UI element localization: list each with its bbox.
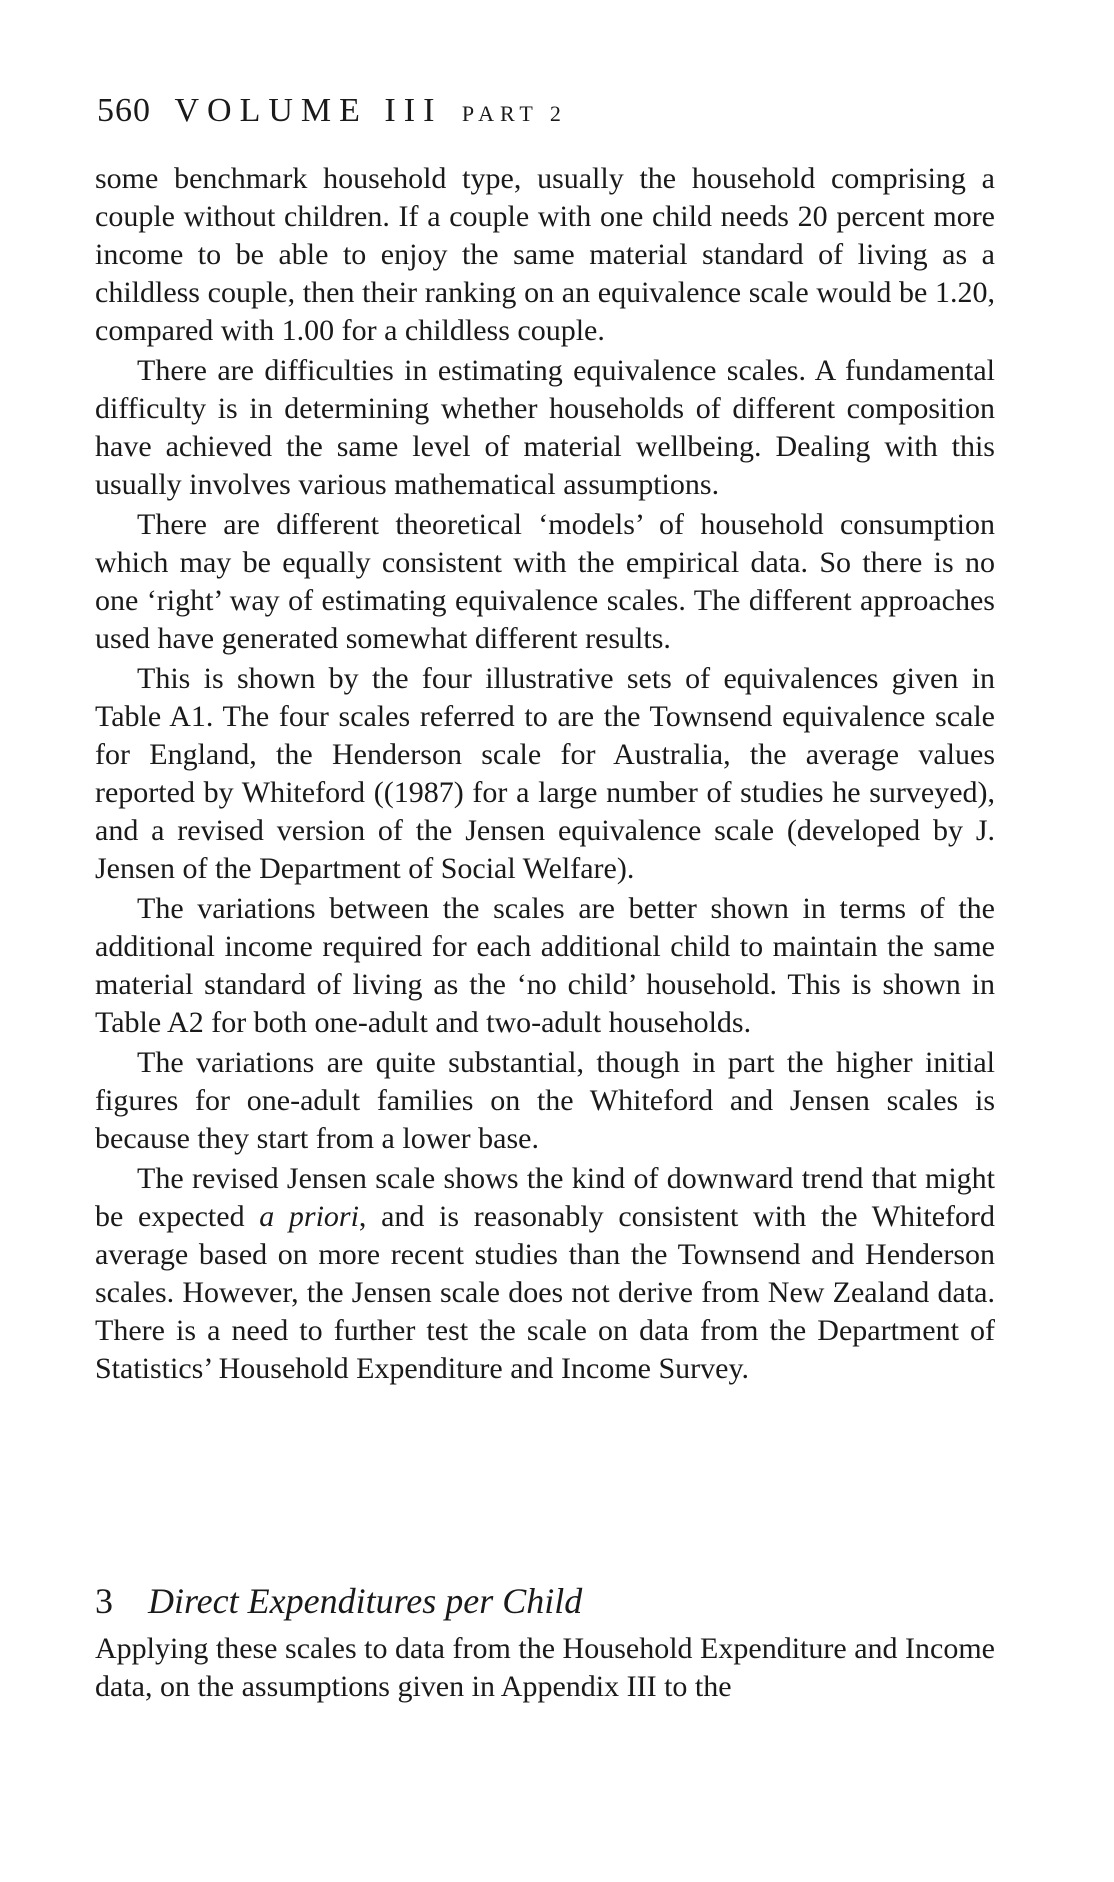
page-number: 560	[97, 92, 151, 129]
italic-phrase: a priori	[259, 1200, 359, 1233]
paragraph-5: The variations between the scales are better shown in terms of the additional income required for each additional child to maintain the same material standard of living as the ‘no child’ household. This is shown in Table A2 for both one-adult and two-adult households.	[95, 892, 995, 1039]
paragraph-3: There are different theoretical ‘models’ of household consumption which may be equally consistent with the empirical data. So there is no one ‘right’ way of estimating equivalence scales. The different approaches used have generated somewhat different results.	[95, 508, 995, 655]
part-label: PART 2	[461, 101, 567, 126]
paragraph-1: some benchmark household type, usually the household comprising a couple without children. If a couple with one child needs 20 percent more income to be able to enjoy the same material standard of living as a childless couple, then their ranking on an equivalence scale would be 1.20, compared with 1.00 for a childless couple.	[95, 162, 995, 347]
paragraph-7-start: The revised Jensen scale shows the kind of downward trend that might be expected	[95, 1162, 995, 1233]
section-paragraph: Applying these scales to data from the Household Expenditure and Income data, on the assumptions given in Appendix III to the	[95, 1632, 995, 1703]
paragraph-7	[95, 1160, 995, 1388]
paragraph-7-end: , and is reasonably consistent with the Whiteford average based on more recent studies than the Townsend and Henderson scales. However, the Jensen scale does not derive from New Zealand data. There is a need to further test the scale on data from the Department of Statistics’ Household Expenditure and Income Survey.	[95, 1200, 995, 1385]
paragraph-4: This is shown by the four illustrative sets of equivalences given in Table A1. The four scales referred to are the Townsend equivalence scale for England, the Henderson scale for Australia, the average values reported by Whiteford ((1987) for a large number of studies he surveyed), and a revised version of the Jensen equivalence scale (developed by J. Jensen of the Department of Social Welfare).	[95, 662, 995, 885]
paragraph-2: There are difficulties in estimating equivalence scales. A fundamental difficulty is in determining whether households of different composition have achieved the same level of material wellbeing. Dealing with this usually involves various mathematical assumptions.	[95, 354, 995, 501]
section-heading	[95, 1580, 582, 1622]
running-head	[97, 92, 567, 130]
paragraph-6: The variations are quite substantial, though in part the higher initial figures for one-adult families on the Whiteford and Jensen scales is because they start from a lower base.	[95, 1046, 995, 1155]
section-title: Direct Expenditures per Child	[148, 1581, 583, 1621]
section-number: 3	[95, 1581, 113, 1621]
body-text	[95, 160, 995, 1390]
volume-label: VOLUME III	[174, 92, 443, 129]
